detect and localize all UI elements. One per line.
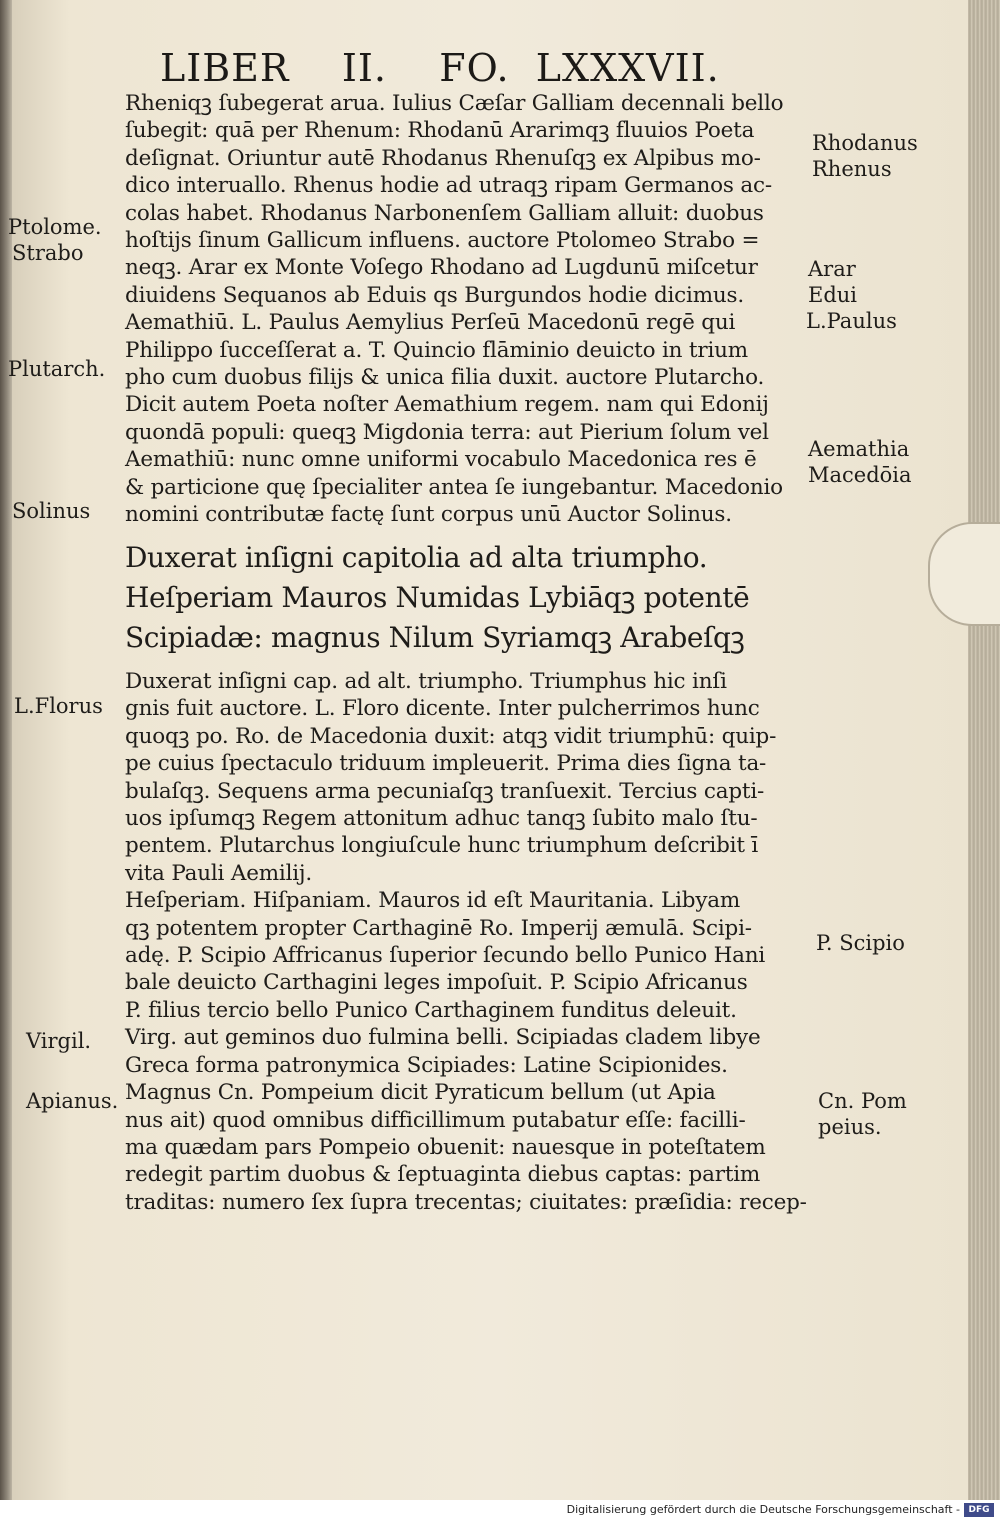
margin-note-strabo: Strabo — [12, 241, 84, 265]
text-line: Philippo ſucceſſerat a. T. Quincio flāminio deuicto in trium — [125, 337, 748, 363]
text-line: Magnus Cn. Pompeium dicit Pyraticum bellum (ut Apia — [125, 1080, 716, 1106]
text-line: ma quædam pars Pompeio obuenit: nauesque in poteſtatem — [125, 1134, 766, 1160]
margin-note-aemathia: Aemathia — [808, 437, 910, 461]
text-line: adę. P. Scipio Affricanus ſuperior ſecundo bello Punico Hani — [125, 943, 766, 969]
verse-line: Heſperiam Mauros Numidas Lybiāqꝫ potentē — [125, 581, 750, 614]
page-clip — [928, 522, 1000, 626]
verse-line: Duxerat inſigni capitolia ad alta triumpho. — [125, 541, 708, 574]
margin-note-macedonia: Macedōia — [808, 463, 912, 487]
text-line: quondā populi: queqꝫ Migdonia terra: aut Pierium ſolum vel — [125, 419, 769, 445]
text-line: redegit partim duobus & ſeptuaginta diebus captas: partim — [125, 1162, 761, 1188]
text-line: pentem. Plutarchus longiuſcule hunc triumphum deſcribit ī — [125, 833, 759, 859]
text-line: traditas: numero ſex ſupra trecentas; ciuitates: præſidia: recep- — [125, 1189, 807, 1215]
text-line: Duxerat inſigni cap. ad alt. triumpho. Triumphus hic inſi — [125, 669, 727, 694]
margin-note-ptolome: Ptolome. — [8, 215, 102, 239]
text-line: Dicit autem Poeta noſter Aemathium regem. nam qui Edonij — [125, 392, 769, 418]
margin-note-pompeius-2: peius. — [818, 1115, 882, 1139]
text-line: gnis fuit auctore. L. Floro dicente. Inter pulcherrimos hunc — [125, 696, 760, 722]
margin-note-scipio: P. Scipio — [816, 931, 905, 955]
margin-note-paulus: L.Paulus — [806, 309, 897, 333]
body-text-block-2 — [125, 668, 807, 1216]
text-line: Greca forma patronymica Scipiades: Latine Scipionides. — [125, 1052, 728, 1078]
margin-note-virgil: Virgil. — [26, 1029, 92, 1053]
margin-note-apianus: Apianus. — [26, 1089, 119, 1113]
book-fore-edge — [968, 0, 1000, 1500]
text-line: nus ait) quod omnibus difficillimum putabatur eſſe: facilli- — [125, 1107, 746, 1133]
dfg-logo: DFG — [964, 1503, 994, 1517]
margin-note-florus: L.Florus — [14, 694, 103, 718]
verse-block — [125, 538, 749, 658]
text-line: & particione quę ſpecialiter antea ſe iungebantur. Macedonio — [125, 474, 783, 500]
text-line: neqꝫ. Arar ex Monte Voſego Rhodano ad Lugdunū miſcetur — [125, 255, 758, 281]
text-line: nomini contributæ factę ſunt corpus unū Auctor Solinus. — [125, 502, 732, 528]
text-line: colas habet. Rhodanus Narbonenſem Galliam alluit: duobus — [125, 200, 764, 226]
text-line: diuidens Sequanos ab Eduis qs Burgundos hodie dicimus. — [125, 282, 744, 308]
text-line: P. filius tercio bello Punico Carthaginem funditus deleuit. — [125, 997, 737, 1023]
text-line: Rheniqꝫ ſubegerat arua. Iulius Cæſar Galliam decennali bello — [125, 91, 784, 116]
text-line: bale deuicto Carthagini leges impoſuit. P. Scipio Africanus — [125, 970, 748, 996]
margin-note-plutarch: Plutarch. — [8, 357, 106, 381]
running-head: LIBER II. FO. LXXXVII. — [160, 46, 720, 90]
body-text-block-1 — [125, 90, 783, 529]
margin-note-edui: Edui — [808, 283, 858, 307]
margin-note-solinus: Solinus — [12, 499, 91, 523]
text-line: ſubegit: quā per Rhenum: Rhodanū Ararimqꝫ fluuios Poeta — [125, 118, 755, 144]
margin-note-rhodanus: Rhodanus — [812, 131, 918, 155]
text-line: Aemathiū: nunc omne uniformi vocabulo Macedonica res ē — [125, 447, 757, 473]
text-line: uos ipſumqꝫ Regem attonitum adhuc tanqꝫ ſubito malo ſtu- — [125, 806, 758, 832]
verse-line: Scipiadæ: magnus Nilum Syriamqꝫ Arabeſqꝫ — [125, 621, 745, 654]
text-line: pe cuius ſpectaculo triduum impleuerit. Prima dies ſigna ta- — [125, 751, 767, 777]
text-line: Virg. aut geminos duo fulmina belli. Scipiadas cladem libye — [125, 1025, 761, 1051]
margin-note-pompeius-1: Cn. Pom — [818, 1089, 907, 1113]
text-line: vita Pauli Aemilij. — [125, 860, 313, 886]
margin-note-arar: Arar — [808, 257, 856, 281]
text-line: hoſtijs ſinum Gallicum influens. auctore Ptolomeo Strabo = — [125, 228, 760, 254]
text-line: bulaſqꝫ. Sequens arma pecuniaſqꝫ tranſuexit. Tercius capti- — [125, 778, 765, 804]
margin-note-rhenus: Rhenus — [812, 157, 892, 181]
text-line: deſignat. Oriuntur autē Rhodanus Rhenuſqꝫ ex Alpibus mo- — [125, 145, 761, 171]
text-line: Aemathiū. L. Paulus Aemylius Perſeū Macedonū regē qui — [125, 310, 736, 336]
text-line: Heſperiam. Hiſpaniam. Mauros id eſt Mauritania. Libyam — [125, 888, 741, 914]
footer-credit: Digitalisierung gefördert durch die Deutsche Forschungsgemeinschaft - — [566, 1503, 960, 1516]
text-line: quoqꝫ po. Ro. de Macedonia duxit: atqꝫ vidit triumphū: quip- — [125, 723, 777, 749]
text-line: dico interuallo. Rhenus hodie ad utraqꝫ ripam Germanos ac- — [125, 173, 772, 199]
text-line: pho cum duobus filijs & unica filia duxit. auctore Plutarcho. — [125, 365, 765, 391]
text-line: qꝫ potentem propter Carthaginē Ro. Imperij æmulā. Scipi- — [125, 915, 752, 941]
